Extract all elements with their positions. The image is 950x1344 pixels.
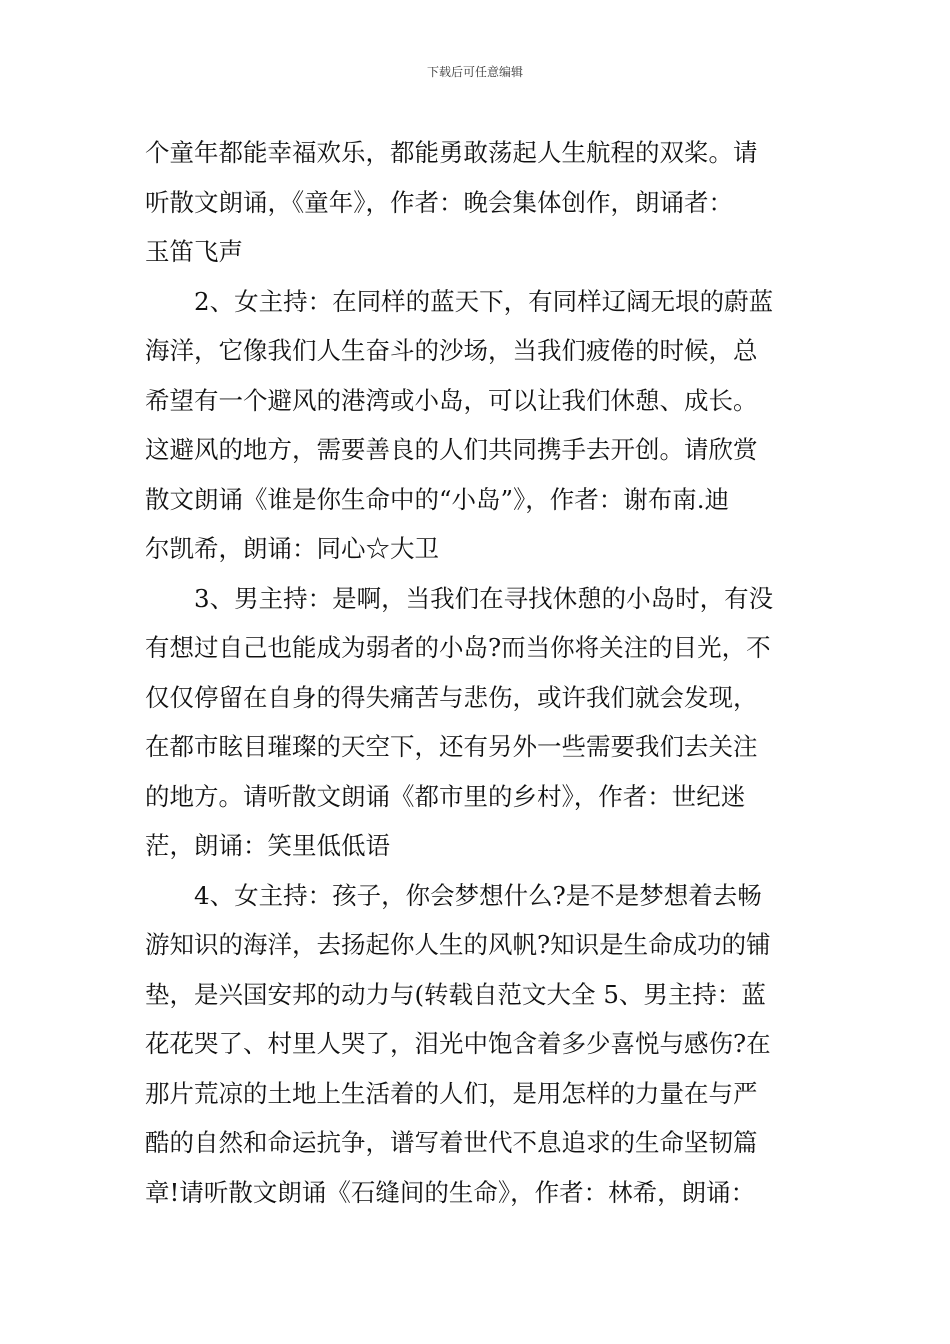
text-line: 的地方。请听散文朗诵《都市里的乡村》，作者：世纪迷	[145, 781, 746, 811]
text-line: 垫，是兴国安邦的动力与(转载自范文大全 5、男主持：蓝	[145, 979, 766, 1009]
text-line: 玉笛飞声	[145, 237, 243, 266]
text-line: 尔凯希，朗诵：同心☆大卫	[145, 534, 439, 563]
text-line: 仅仅停留在自身的得失痛苦与悲伤，或许我们就会发现，	[145, 682, 758, 712]
paragraph-start: 2、女主持：在同样的蓝天下，有同样辽阔无垠的蔚蓝	[194, 286, 774, 316]
paragraph-start: 3、男主持：是啊，当我们在寻找休憩的小岛时，有没	[194, 583, 774, 613]
text-line: 个童年都能幸福欢乐，都能勇敢荡起人生航程的双桨。请	[145, 138, 758, 167]
text-line: 听散文朗诵，《童年》，作者：晚会集体创作，朗诵者：	[145, 187, 733, 217]
text-line: 茫，朗诵：笑里低低语	[145, 831, 390, 860]
text-line: 有想过自己也能成为弱者的小岛?而当你将关注的目光，不	[145, 633, 771, 662]
text-line: 海洋，它像我们人生奋斗的沙场，当我们疲倦的时候，总	[145, 336, 758, 365]
document-body	[145, 128, 810, 1217]
text-line: 希望有一个避风的港湾或小岛，可以让我们休憩、成长。	[145, 385, 758, 415]
text-line: 花花哭了、村里人哭了，泪光中饱含着多少喜悦与感伤?在	[145, 1029, 771, 1058]
paragraph-start: 4、女主持：孩子，你会梦想什么?是不是梦想着去畅	[194, 880, 762, 910]
text-line: 散文朗诵《谁是你生命中的“小岛”》，作者：谢布南.迪	[145, 484, 730, 514]
page-header: 下载后可任意编辑	[426, 65, 523, 79]
text-line: 在都市眩目璀璨的天空下，还有另外一些需要我们去关注	[145, 732, 758, 761]
text-line: 章!请听散文朗诵《石缝间的生命》，作者：林希，朗诵：	[145, 1177, 756, 1207]
text-line: 酷的自然和命运抗争，谱写着世代不息追求的生命坚韧篇	[145, 1128, 758, 1157]
text-line: 游知识的海洋，去扬起你人生的风帆?知识是生命成功的铺	[145, 930, 771, 959]
text-line: 这避风的地方，需要善良的人们共同携手去开创。请欣赏	[145, 435, 758, 464]
text-line: 那片荒凉的土地上生活着的人们，是用怎样的力量在与严	[145, 1078, 758, 1108]
